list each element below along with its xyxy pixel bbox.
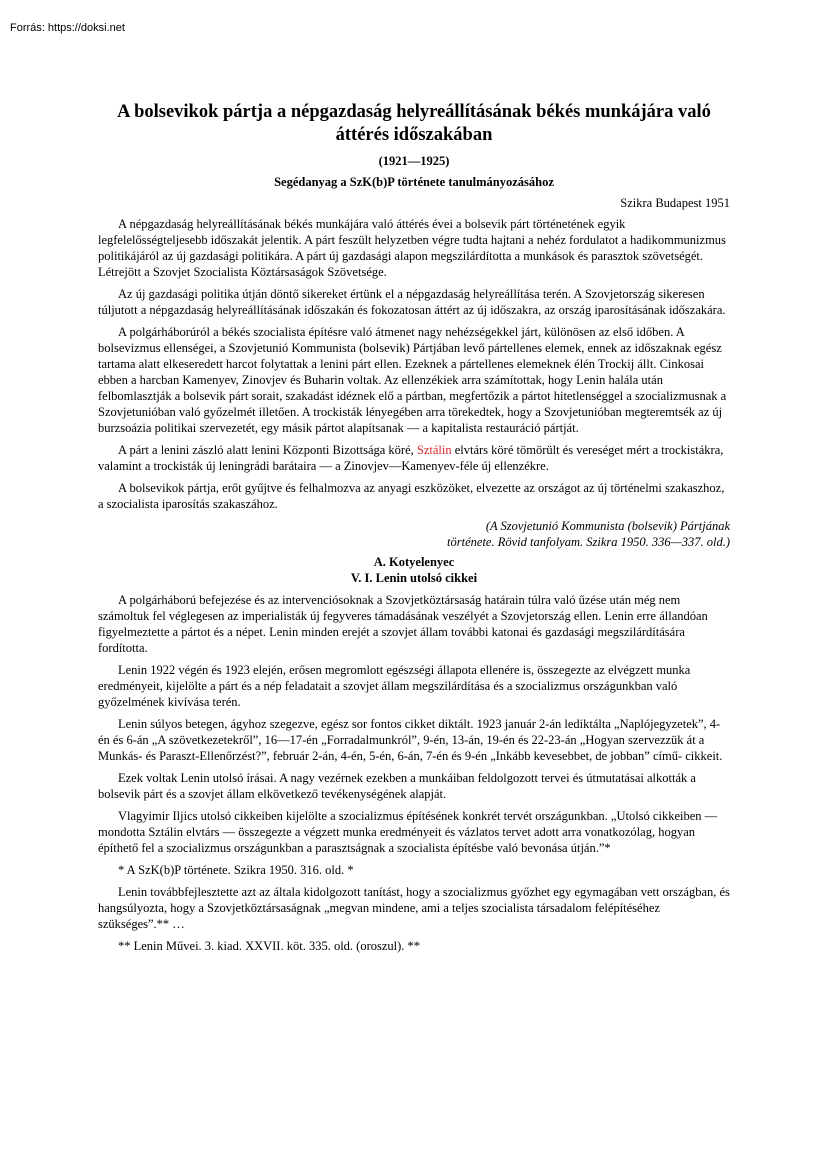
publisher-line: Szikra Budapest 1951 — [620, 196, 730, 210]
section-paragraph-4: Ezek voltak Lenin utolsó írásai. A nagy vezérnek ezekben a munkáiban feldolgozott tervei és útmutatásai alkották a bolsevik párt és a szovjet állam elkövetkező tevékenységének alapját. — [98, 771, 696, 801]
footnote-1: * A SzK(b)P története. Szikra 1950. 316. old. * — [118, 863, 354, 877]
section-author: A. Kotyelenyec — [373, 555, 455, 569]
document-title: A bolsevikok pártja a népgazdaság helyreállításának békés munkájára való áttérés időszakában — [117, 102, 711, 145]
document-page — [98, 101, 730, 960]
intro-p4-before: A párt a lenini zászló alatt lenini Központi Bizottsága köré, — [118, 443, 417, 457]
section-paragraph-6: Lenin továbbfejlesztette azt az általa kidolgozott tanítást, hogy a szocializmus győzhet egy egymagában vett országban, és hangsúlyozta, hogy a Szovjetköztársaságnak „megvan mindene, ami a teljes szocialista társadalom felépítéséhez szükséges”.** … — [98, 885, 730, 931]
section-paragraph-1: A polgárháború befejezése és az intervenciósoknak a Szovjetköztársaság határain túlra való űzése után még nem számoltuk fel véglegesen az imperialisták új fegyveres támadásának veszélyét a Szovjetország ellen. Lenin erre állandóan figyelmeztette a pártot és a népet. Lenin minden erejét a szovjet állam további katonai és gazdasági megszilárdítására fordította. — [98, 593, 708, 655]
document-subtitle: Segédanyag a SzK(b)P története tanulmányozásához — [274, 175, 554, 189]
document-years: (1921—1925) — [378, 154, 450, 168]
section-title: V. I. Lenin utolsó cikkei — [350, 571, 478, 585]
section-paragraph-2: Lenin 1922 végén és 1923 elején, erősen megromlott egészségi állapota ellenére is, összegezte az elvégzett munka eredményeit, kijelölte a párt és a nép feladatait a szovjet állam megszilárdítása és a szocializmus országunkban való győzelmének kivívása terén. — [98, 663, 691, 709]
citation-line-2: története. Rövid tanfolyam. Szikra 1950. 336—337. old.) — [447, 535, 730, 549]
source-label[interactable]: Forrás: https://doksi.net — [10, 22, 125, 34]
citation — [98, 518, 730, 550]
intro-paragraph-3: A polgárháborúról a békés szocialista építésre való átmenet nagy nehézségekkel járt, különösen az első időben. A bolsevizmus ellenségei, a Szovjetunió Kommunista (bolsevik) Pártjában levő pártellenes elemek, ennek az időszaknak egész tartama alatt elkeseredett harcot folytattak a lenini párt ellen. Ezeknek a pártellenes elemeknek élén Trockij állt. Cinkosai ebben a harcban Kamenyev, Zinovjev és Buharin voltak. Az ellenzékiek arra számítottak, hogy Lenin halála után felbomlasztják a bolsevik párt sorait, szakadást idéznek elő a pártban, megfertőzik a pártot hitetlenséggel a szocializmusnak a Szovjetunióban való győzelmét illetően. A trockisták lényegében arra törekedtek, hogy a Szovjetunióban megteremtsék az új burzsoázia politikai szervezetét, egy másik pártot alapítsanak — a kapitalista restauráció pártját. — [98, 325, 727, 435]
citation-line-1: (A Szovjetunió Kommunista (bolsevik) Pártjának — [485, 519, 730, 533]
highlighted-name: Sztálin — [416, 443, 452, 457]
intro-p4-after: elvtárs köré tömörült és vereséget mért a trockistákra, valamint a trockisták új leningrádi barátaira — a Zinovjev—Kamenyev-féle új ellenzékre. — [98, 443, 724, 473]
section-paragraph-5: Vlagyimir Iljics utolsó cikkeiben kijelölte a szocializmus építésének konkrét tervét országunkban. „Utolsó cikkeiben — mondotta Sztálin elvtárs — összegezte a végzett munka eredményeit és vázlatos tervet adott arra vonatkozólag, hogyan építhető fel a szocializmus országunkban a parasztságnak a szocialista építésbe való bevonása útján.”* — [98, 809, 718, 855]
intro-paragraph-5: A bolsevikok pártja, erőt gyűjtve és felhalmozva az anyagi eszközöket, elvezette az országot az új történelmi szakaszhoz, a szocialista iparosítás szakaszához. — [98, 481, 725, 511]
intro-paragraph-1: A népgazdaság helyreállításának békés munkájára való áttérés évei a bolsevik párt történetének egyik legfelelősségteljesebb időszakát jelentik. A párt feszült helyzetben végre tudta hajtani a nehéz fordulatot a hadikommunizmus politikájáról az új gazdasági politikára. A párt új gazdasági alapon megszilárdította a munkások és parasztok szövetségét. Létrejött a Szovjet Szocialista Köztársaságok Szövetsége. — [98, 217, 726, 279]
intro-paragraph-4 — [98, 442, 730, 474]
intro-paragraph-2: Az új gazdasági politika útján döntő sikereket értünk el a népgazdaság helyreállítása terén. A Szovjetország sikeresen túljutott a népgazdaság helyreállításának időszakán és fokozatosan áttért az új időszakra, az ország iparosításának időszakára. — [98, 287, 726, 317]
footnote-2: ** Lenin Művei. 3. kiad. XXVII. köt. 335. old. (oroszul). ** — [118, 939, 421, 953]
section-paragraph-3: Lenin súlyos betegen, ágyhoz szegezve, egész sor fontos cikket diktált. 1923 január 2-án lediktálta „Naplójegyzetek”, 4-én és 6-án „A szövetkezetekről”, 16—17-én „Forradalmunkról”, 9-én, 13-án, 19-én és 22-23-án „Hogyan szervezzük át a Munkás- és Paraszt-Ellenőrzést?”, február 2-án, 4-én, 5-én, 6-án, 7-én és 9-én „Inkább kevesebbet, de jobban” című- cikkeit. — [98, 717, 723, 763]
